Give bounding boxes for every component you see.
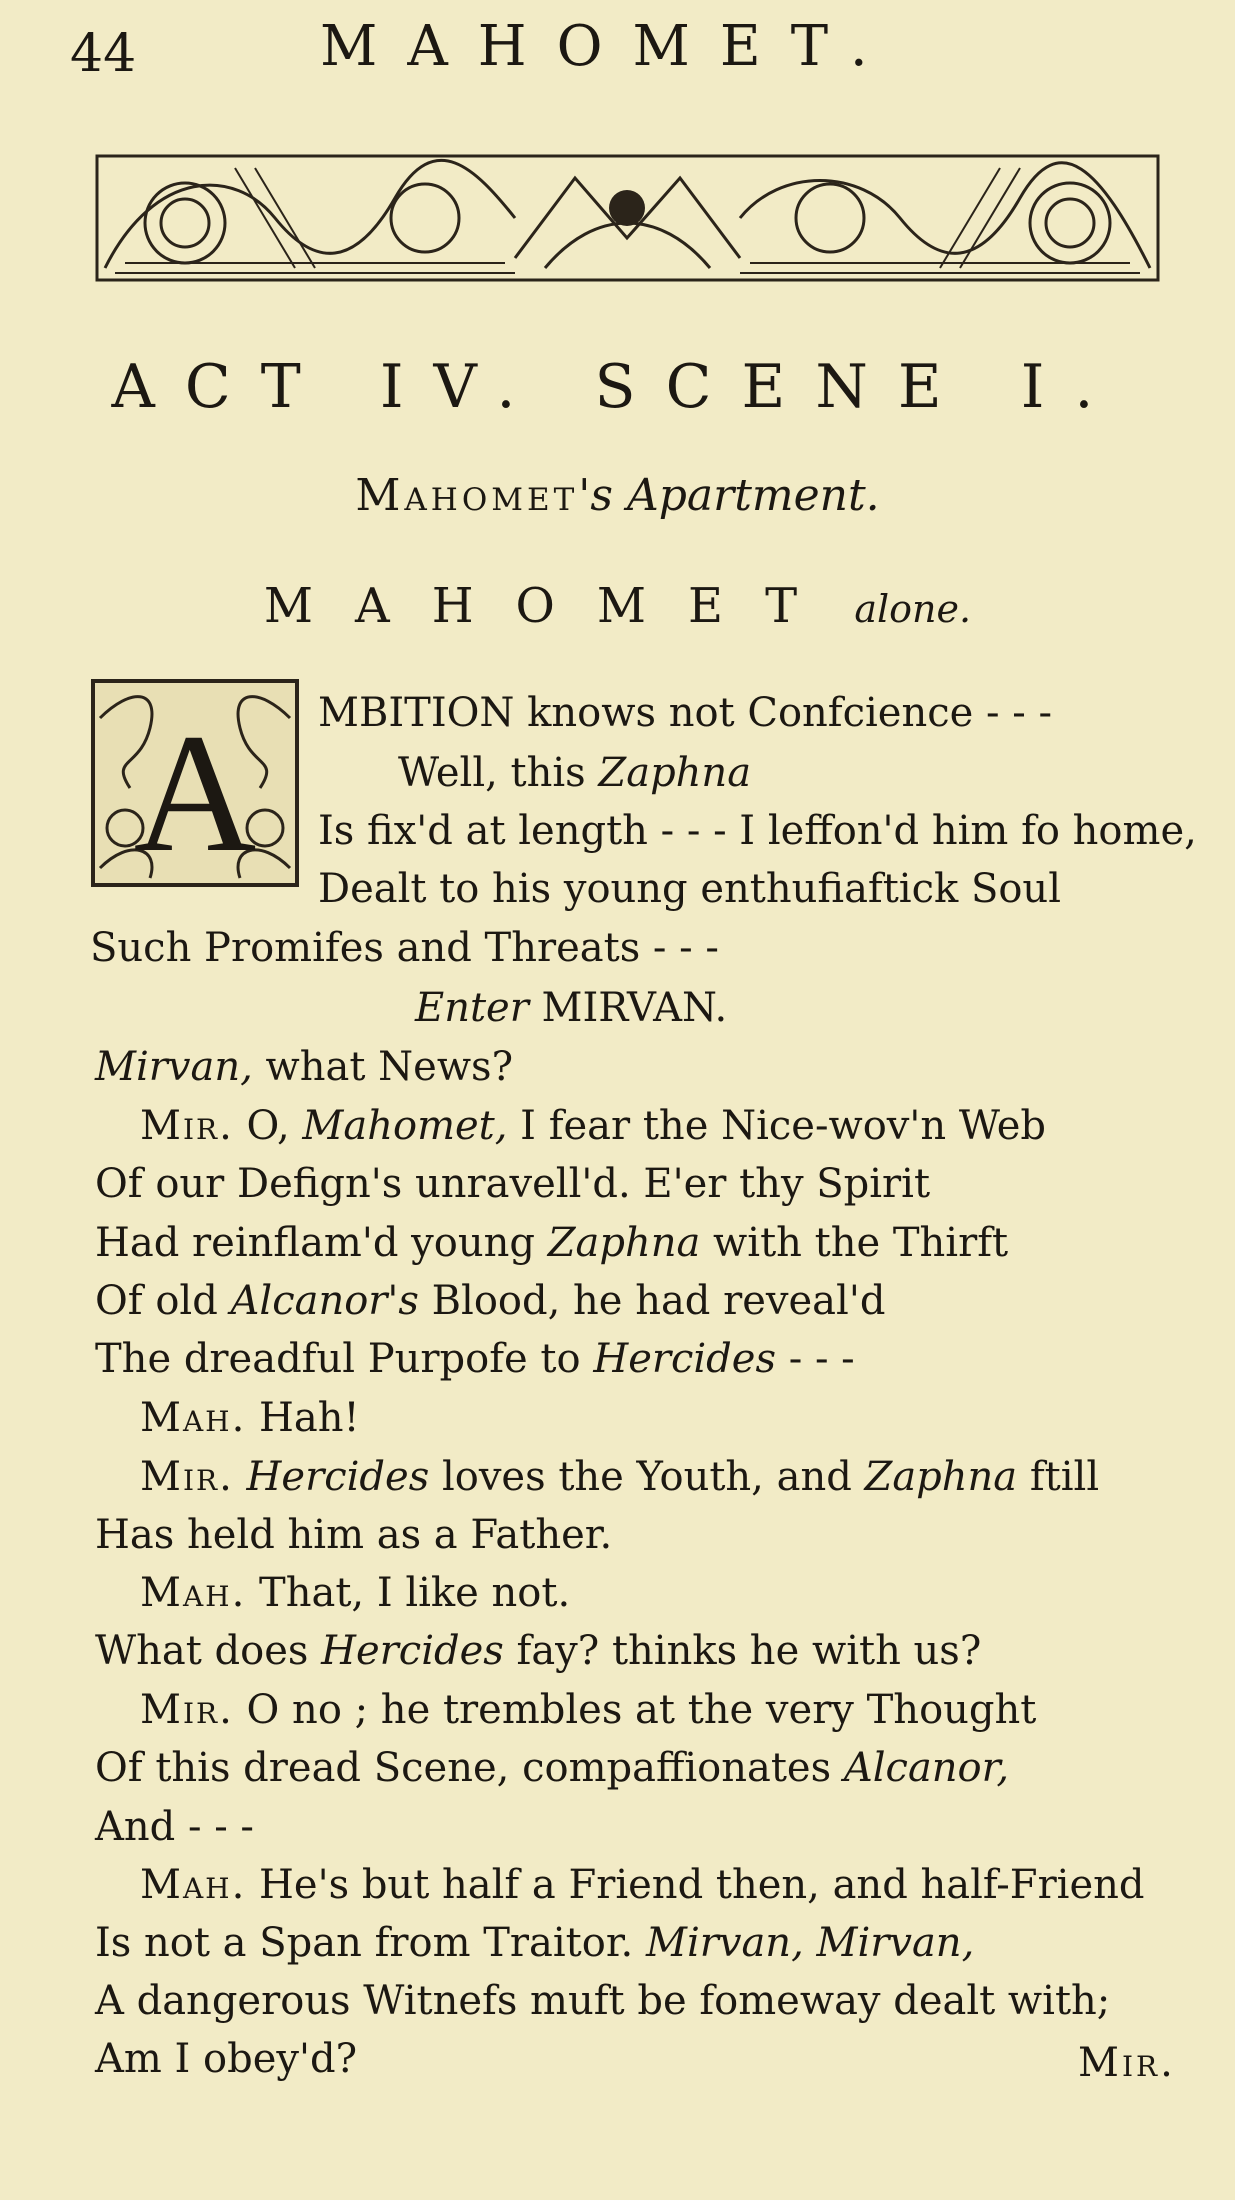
text-line <box>95 1745 1009 1791</box>
text-segment: Mah. <box>140 1395 247 1441</box>
text-segment: Zaphna <box>598 750 752 796</box>
text-segment: Dealt to his young enthufiaftick Soul <box>318 866 1061 912</box>
text-line <box>140 1687 1036 1733</box>
text-line <box>140 1103 1046 1149</box>
act-title: ACT IV. SCENE I. <box>111 352 1124 422</box>
text-line <box>140 1454 1099 1500</box>
text-segment: Of old <box>95 1278 231 1324</box>
drop-cap-initial <box>90 678 300 888</box>
text-segment: Alcanor's <box>230 1278 419 1324</box>
text-segment: with the Thirft <box>700 1220 1009 1266</box>
text-line <box>140 1395 360 1441</box>
text-segment: That, I like not. <box>246 1570 571 1616</box>
text-segment: He's but half a Friend then, and half-Friend <box>246 1862 1145 1908</box>
text-segment: O, <box>233 1103 303 1149</box>
text-line <box>140 1570 570 1616</box>
catchword: Mir. <box>1078 2040 1176 2086</box>
text-line <box>318 690 1052 736</box>
text-segment: The dreadful Purpofe to <box>95 1336 594 1382</box>
text-segment: Hercides <box>593 1336 776 1382</box>
text-segment: And - - - <box>95 1804 254 1850</box>
text-line <box>95 1161 930 1207</box>
text-segment: Hercides <box>246 1454 430 1500</box>
text-segment: Mirvan, Mirvan, <box>645 1920 975 1966</box>
text-segment: Is fix'd at length - - - I leffon'd him fo home, <box>318 808 1197 854</box>
text-segment: Is not a Span from Traitor. <box>95 1920 646 1966</box>
text-segment: O no ; he trembles at the very Thought <box>233 1687 1037 1733</box>
text-line <box>398 750 751 796</box>
text-segment: - - - <box>776 1336 855 1382</box>
text-segment: Zaphna <box>547 1220 701 1266</box>
running-title: MAHOMET. <box>320 14 898 79</box>
text-line <box>95 1804 254 1850</box>
text-line <box>95 1512 612 1558</box>
text-segment: Had reinflam'd young <box>95 1220 548 1266</box>
text-segment: fay? thinks he with us? <box>503 1628 982 1674</box>
text-line <box>95 1336 855 1382</box>
text-segment: Mah. <box>140 1570 247 1616</box>
text-segment <box>234 1454 247 1500</box>
text-segment: Well, this <box>398 750 599 796</box>
text-segment: Hercides <box>321 1628 504 1674</box>
text-segment: Mahomet, <box>302 1103 508 1149</box>
text-line <box>95 1278 885 1324</box>
text-segment: Am I obey'd? <box>95 2036 358 2082</box>
stage-direction: alone. <box>854 587 972 631</box>
text-line <box>95 1628 981 1674</box>
speaker-heading <box>0 578 1235 634</box>
scene-suffix: 's <box>578 470 613 521</box>
text-segment: What does <box>95 1628 322 1674</box>
scene-place: Apartment. <box>626 470 880 521</box>
text-line <box>318 866 1061 912</box>
text-line <box>140 1862 1145 1908</box>
text-segment: Mah. <box>140 1862 247 1908</box>
scene-speaker: Mahomet <box>355 470 579 521</box>
text-line <box>95 1978 1110 2024</box>
text-line <box>95 1920 974 1966</box>
text-segment: loves the Youth, and <box>429 1454 865 1500</box>
text-segment: I fear the Nice-wov'n Web <box>507 1103 1046 1149</box>
scene-location <box>0 470 1235 521</box>
text-segment: Mirvan, <box>95 1044 253 1090</box>
text-segment: Zaphna <box>864 1454 1018 1500</box>
text-segment: Of our Defign's unravell'd. E'er thy Spirit <box>95 1161 931 1207</box>
text-segment: Mir. <box>140 1103 234 1149</box>
text-segment: Mir. <box>140 1687 234 1733</box>
text-segment: Hah! <box>246 1395 360 1441</box>
text-segment: Has held him as a Father. <box>95 1512 613 1558</box>
text-line <box>90 925 719 971</box>
speaker-name: MAHOMET <box>263 578 840 634</box>
text-segment: Blood, he had reveal'd <box>418 1278 886 1324</box>
headpiece-ornament <box>95 148 1160 288</box>
text-line <box>95 2036 357 2082</box>
text-segment: Alcanor, <box>843 1745 1010 1791</box>
text-segment: Enter <box>415 985 529 1031</box>
text-segment: Mir. <box>140 1454 234 1500</box>
page-number: 44 <box>70 24 137 84</box>
text-segment: Of this dread Scene, compaffionates <box>95 1745 844 1791</box>
text-line <box>318 808 1197 854</box>
text-line <box>95 1044 513 1090</box>
text-segment: A dangerous Witnefs muft be fomeway dealt with; <box>95 1978 1111 2024</box>
text-segment: what News? <box>252 1044 514 1090</box>
text-segment: MBITION knows not Confcience - - - <box>318 690 1052 736</box>
drop-cap-letter: A <box>133 699 257 887</box>
text-line <box>415 985 727 1031</box>
text-line <box>95 1220 1008 1266</box>
text-segment: MIRVAN. <box>528 985 728 1031</box>
text-segment: ftill <box>1017 1454 1100 1500</box>
text-segment: Such Promifes and Threats - - - <box>90 925 719 971</box>
page-header <box>70 14 1190 84</box>
